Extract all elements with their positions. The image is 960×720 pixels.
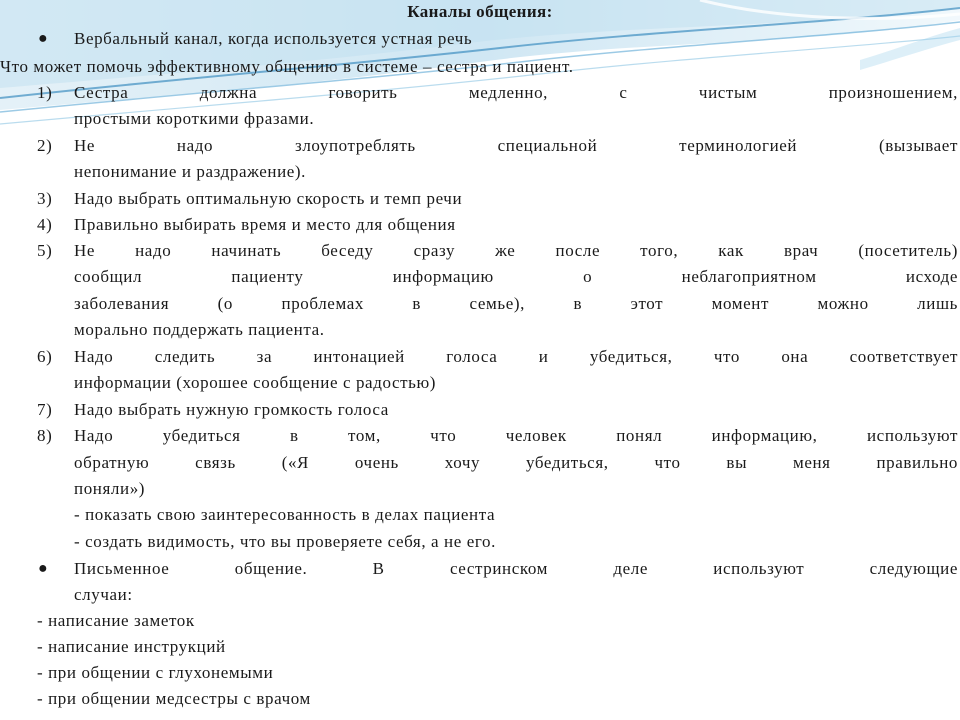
item-number: 4)	[37, 215, 53, 234]
item-text: заболевания (о проблемах в семье), в этот момент можно лишь	[74, 294, 958, 313]
item-text: простыми короткими фразами.	[74, 109, 315, 128]
written-case-item: - при общении с глухонемыми	[37, 663, 274, 682]
item-text: обратную связь («Я очень хочу убедиться, что вы меня правильно	[74, 453, 958, 472]
item-text: сообщил пациенту информацию о неблагоприятном исходе	[74, 267, 958, 286]
bullet-icon: ●	[38, 560, 48, 577]
bullet-icon: ●	[38, 30, 48, 47]
item-text: непонимание и раздражение).	[74, 162, 307, 181]
sub-item: - создать видимость, что вы проверяете себя, а не его.	[74, 532, 496, 551]
item-text: Сестра должна говорить медленно, с чистым произношением,	[74, 83, 958, 102]
item-number: 1)	[37, 83, 53, 102]
item-text: Надо выбрать оптимальную скорость и темп речи	[74, 189, 463, 208]
item-number: 5)	[37, 241, 53, 260]
item-text: Правильно выбирать время и место для общения	[74, 215, 456, 234]
sub-item: - показать свою заинтересованность в делах пациента	[74, 505, 496, 524]
written-case-item: - написание заметок	[37, 611, 195, 630]
item-text: информации (хорошее сообщение с радостью)	[74, 373, 437, 392]
item-text: Не надо начинать беседу сразу же после того, как врач (посетитель)	[74, 241, 958, 260]
item-text: Не надо злоупотреблять специальной терминологией (вызывает	[74, 136, 958, 155]
slide-title: Каналы общения:	[407, 2, 553, 21]
item-text: Надо убедиться в том, что человек понял информацию, используют	[74, 426, 958, 445]
item-number: 6)	[37, 347, 53, 366]
bullet-verbal-channel: Вербальный канал, когда используется устная речь	[74, 29, 473, 48]
item-number: 3)	[37, 189, 53, 208]
item-number: 8)	[37, 426, 53, 445]
bullet-written-communication: случаи:	[74, 585, 133, 604]
bullet-written-communication: Письменное общение. В сестринском деле используют следующие	[74, 559, 958, 578]
item-text: морально поддержать пациента.	[74, 320, 325, 339]
item-text: поняли»)	[74, 479, 146, 498]
item-text: Надо выбрать нужную громкость голоса	[74, 400, 389, 419]
written-case-item: - написание инструкций	[37, 637, 226, 656]
item-number: 2)	[37, 136, 53, 155]
section-subtitle: Что может помочь эффективному общению в системе – сестра и пациент.	[0, 57, 574, 76]
item-number: 7)	[37, 400, 53, 419]
item-text: Надо следить за интонацией голоса и убедиться, что она соответствует	[74, 347, 958, 366]
written-case-item: - при общении медсестры с врачом	[37, 689, 311, 708]
